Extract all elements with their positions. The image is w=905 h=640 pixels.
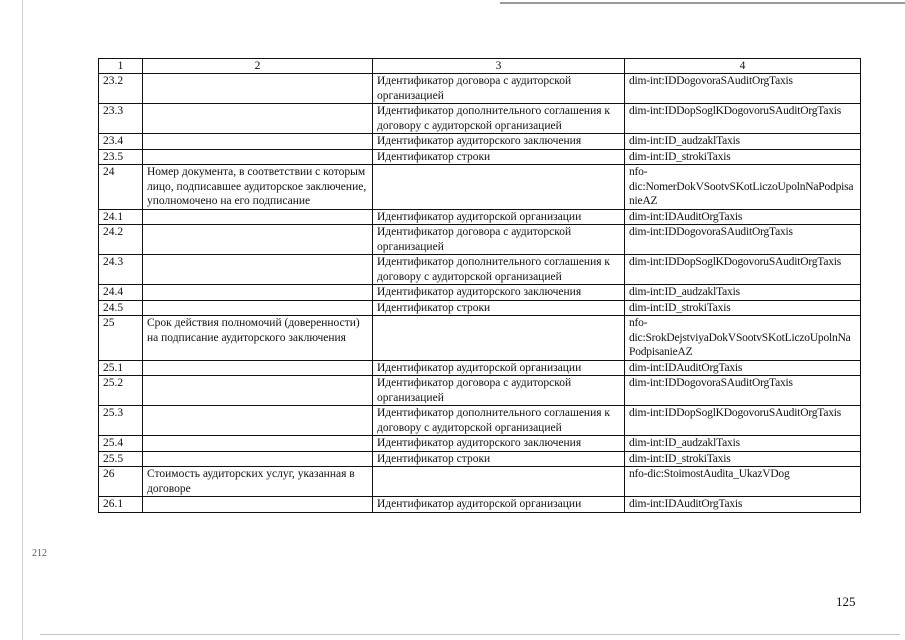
table-row xyxy=(99,225,861,255)
row-number: 25.1 xyxy=(99,360,143,376)
row-number: 24.1 xyxy=(99,209,143,225)
table-row xyxy=(99,255,861,285)
row-code: dim-int:ID_audzaklTaxis xyxy=(625,285,861,301)
row-number: 23.5 xyxy=(99,149,143,165)
data-table xyxy=(98,58,861,513)
row-attribute: Идентификатор строки xyxy=(373,300,625,316)
row-number: 26.1 xyxy=(99,497,143,513)
row-code: dim-int:ID_audzaklTaxis xyxy=(625,134,861,150)
row-name xyxy=(143,104,373,134)
table-body xyxy=(99,74,861,513)
row-name xyxy=(143,300,373,316)
row-attribute: Идентификатор дополнительного соглашения к договору с аудиторской организацией xyxy=(373,406,625,436)
row-number: 25.2 xyxy=(99,376,143,406)
row-code: dim-int:IDAuditOrgTaxis xyxy=(625,360,861,376)
row-number: 23.2 xyxy=(99,74,143,104)
row-attribute xyxy=(373,467,625,497)
row-code: dim-int:IDDopSoglKDogovoruSAuditOrgTaxis xyxy=(625,255,861,285)
row-number: 24.4 xyxy=(99,285,143,301)
row-number: 23.3 xyxy=(99,104,143,134)
table-row xyxy=(99,165,861,210)
row-attribute xyxy=(373,165,625,210)
row-code: dim-int:IDDogovoraSAuditOrgTaxis xyxy=(625,74,861,104)
table-row xyxy=(99,285,861,301)
row-name xyxy=(143,134,373,150)
row-name xyxy=(143,255,373,285)
header-col-3: 3 xyxy=(373,59,625,74)
row-code: dim-int:IDDogovoraSAuditOrgTaxis xyxy=(625,376,861,406)
row-attribute: Идентификатор договора с аудиторской организацией xyxy=(373,376,625,406)
row-name: Стоимость аудиторских услуг, указанная в договоре xyxy=(143,467,373,497)
row-attribute: Идентификатор аудиторской организации xyxy=(373,209,625,225)
table-row xyxy=(99,436,861,452)
row-name xyxy=(143,209,373,225)
header-col-4: 4 xyxy=(625,59,861,74)
row-name xyxy=(143,285,373,301)
row-number: 25.4 xyxy=(99,436,143,452)
table-row xyxy=(99,360,861,376)
table-row xyxy=(99,467,861,497)
row-attribute: Идентификатор договора с аудиторской организацией xyxy=(373,74,625,104)
margin-mark: 212 xyxy=(32,548,47,559)
page-number: 125 xyxy=(836,594,856,609)
row-number: 26 xyxy=(99,467,143,497)
row-code: nfo-dic:NomerDokVSootvSKotLiczoUpolnNaPodpisanieAZ xyxy=(625,165,861,210)
row-attribute: Идентификатор строки xyxy=(373,149,625,165)
row-code: dim-int:ID_strokiTaxis xyxy=(625,451,861,467)
row-attribute: Идентификатор аудиторской организации xyxy=(373,360,625,376)
row-name xyxy=(143,74,373,104)
row-name xyxy=(143,225,373,255)
table-row xyxy=(99,74,861,104)
row-attribute: Идентификатор дополнительного соглашения к договору с аудиторской организацией xyxy=(373,255,625,285)
table-row xyxy=(99,134,861,150)
row-attribute: Идентификатор договора с аудиторской организацией xyxy=(373,225,625,255)
table-row xyxy=(99,316,861,361)
scan-left-edge xyxy=(22,0,23,640)
table-row xyxy=(99,300,861,316)
row-name xyxy=(143,497,373,513)
row-number: 25.5 xyxy=(99,451,143,467)
table-row xyxy=(99,149,861,165)
row-number: 24 xyxy=(99,165,143,210)
row-code: dim-int:IDDopSoglKDogovoruSAuditOrgTaxis xyxy=(625,406,861,436)
row-code: dim-int:IDDogovoraSAuditOrgTaxis xyxy=(625,225,861,255)
table-row xyxy=(99,376,861,406)
row-attribute: Идентификатор строки xyxy=(373,451,625,467)
row-name xyxy=(143,436,373,452)
row-name xyxy=(143,376,373,406)
table-row xyxy=(99,497,861,513)
row-attribute: Идентификатор дополнительного соглашения к договору с аудиторской организацией xyxy=(373,104,625,134)
row-number: 23.4 xyxy=(99,134,143,150)
row-code: dim-int:IDDopSoglKDogovoruSAuditOrgTaxis xyxy=(625,104,861,134)
scan-bottom-edge xyxy=(40,634,900,635)
row-number: 24.2 xyxy=(99,225,143,255)
table-row xyxy=(99,451,861,467)
row-code: dim-int:ID_audzaklTaxis xyxy=(625,436,861,452)
row-code: dim-int:IDAuditOrgTaxis xyxy=(625,209,861,225)
row-number: 24.3 xyxy=(99,255,143,285)
row-name: Номер документа, в соответствии с которым лицо, подписавшее аудиторское заключение, уполномочено на его подписание xyxy=(143,165,373,210)
row-code: dim-int:ID_strokiTaxis xyxy=(625,149,861,165)
row-name xyxy=(143,360,373,376)
row-number: 25 xyxy=(99,316,143,361)
row-code: nfo-dic:StoimostAudita_UkazVDog xyxy=(625,467,861,497)
row-number: 24.5 xyxy=(99,300,143,316)
scan-top-edge xyxy=(500,2,905,4)
row-attribute: Идентификатор аудиторского заключения xyxy=(373,134,625,150)
table-header-row xyxy=(99,59,861,74)
row-number: 25.3 xyxy=(99,406,143,436)
row-attribute: Идентификатор аудиторского заключения xyxy=(373,285,625,301)
row-name xyxy=(143,451,373,467)
table-row xyxy=(99,209,861,225)
row-code: dim-int:IDAuditOrgTaxis xyxy=(625,497,861,513)
row-name xyxy=(143,406,373,436)
row-attribute: Идентификатор аудиторского заключения xyxy=(373,436,625,452)
row-attribute: Идентификатор аудиторской организации xyxy=(373,497,625,513)
row-name xyxy=(143,149,373,165)
row-name: Срок действия полномочий (доверенности) на подписание аудиторского заключения xyxy=(143,316,373,361)
table-row xyxy=(99,406,861,436)
row-attribute xyxy=(373,316,625,361)
table-row xyxy=(99,104,861,134)
row-code: dim-int:ID_strokiTaxis xyxy=(625,300,861,316)
header-col-2: 2 xyxy=(143,59,373,74)
row-code: nfo-dic:SrokDejstviyaDokVSootvSKotLiczoUpolnNaPodpisanieAZ xyxy=(625,316,861,361)
header-col-1: 1 xyxy=(99,59,143,74)
